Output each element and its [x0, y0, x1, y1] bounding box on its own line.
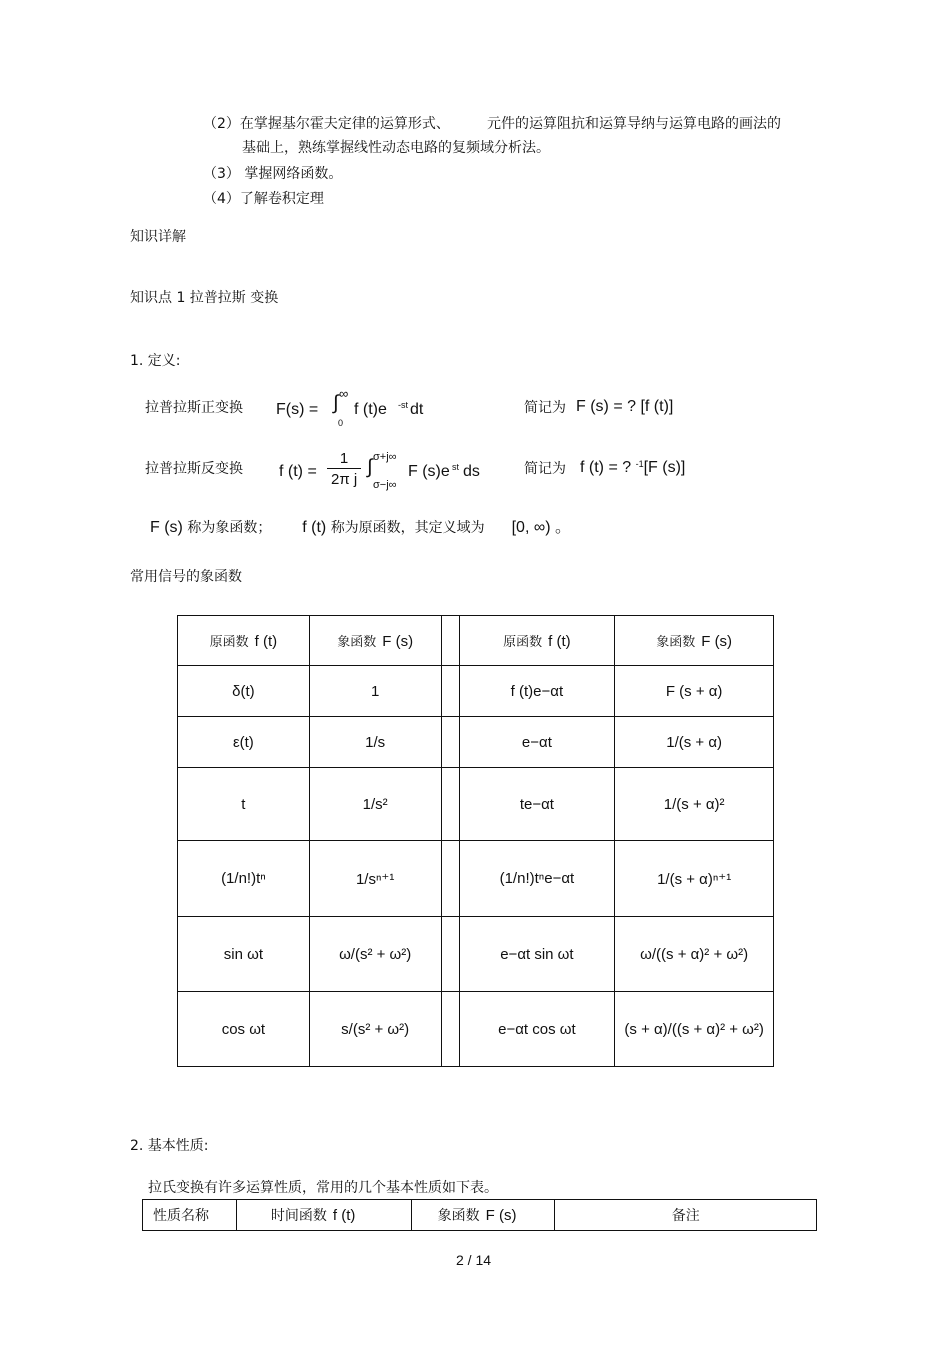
inverse-short-formula — [580, 459, 685, 477]
inverse-body: F (s)e — [408, 463, 450, 480]
domain-b: 称为象函数； — [187, 520, 272, 536]
domain-f: f (t) — [302, 519, 327, 536]
inverse-short-tail: [F (s)] — [643, 459, 686, 476]
header-cell: 备注 — [555, 1200, 817, 1231]
objective-2b: 元件的运算阻抗和运算导纳与运算电路的画法的 — [487, 116, 781, 132]
domain-e: [0, ∞) 。 — [511, 519, 572, 536]
inverse-exp: st — [452, 462, 460, 472]
header-cell: 性质名称 — [143, 1200, 237, 1231]
header-cell: 时间函数 f (t) — [236, 1200, 411, 1231]
table-header-row — [143, 1200, 817, 1231]
inverse-frac-den: 2π j — [327, 468, 361, 489]
inverse-fraction — [327, 450, 361, 489]
forward-tail: dt — [410, 401, 424, 418]
domain-F: F (s) — [150, 519, 183, 536]
cell-image: F (s + α) — [615, 666, 774, 717]
table-row — [178, 666, 774, 717]
cell-original: cos ωt — [178, 992, 310, 1067]
cell-image: 1 — [309, 666, 441, 717]
integral-sign: ∫ — [333, 392, 339, 414]
inverse-short-label: 简记为 — [524, 461, 566, 477]
objective-2a: （2）在掌握基尔霍夫定律的运算形式、 — [203, 116, 450, 132]
properties-table — [142, 1199, 817, 1231]
domain-d: 称为原函数，其定义域为 — [330, 520, 485, 536]
inverse-int-lower: σ−j∞ — [373, 479, 397, 491]
cell-original: sin ωt — [178, 917, 310, 992]
inverse-int-upper: σ+j∞ — [373, 451, 397, 463]
table1-title: 常用信号的象函数 — [130, 569, 242, 585]
forward-short-label: 简记为 — [524, 400, 566, 416]
cell-original: f (t)e−αt — [459, 666, 615, 717]
cell-image: 1/sⁿ⁺¹ — [309, 841, 441, 917]
laplace-table — [177, 615, 774, 1067]
table-row — [178, 717, 774, 768]
cell-image: 1/(s + α)² — [615, 768, 774, 841]
inverse-short-sup: -1 — [635, 459, 644, 469]
forward-int-lower: 0 — [338, 418, 344, 428]
header-cell: 原函数 f (t) — [178, 616, 310, 666]
domain-line — [150, 520, 571, 536]
cell-original: e−αt — [459, 717, 615, 768]
cell-original: ε(t) — [178, 717, 310, 768]
header-cell: 象函数 F (s) — [615, 616, 774, 666]
header-cell: 象函数 F (s) — [411, 1200, 555, 1231]
cell-original: δ(t) — [178, 666, 310, 717]
inverse-label: 拉普拉斯反变换 — [145, 461, 243, 477]
cell-image: ω/((s + α)² + ω²) — [615, 917, 774, 992]
cell-original: e−αt sin ωt — [459, 917, 615, 992]
forward-short-formula: F (s) = ? [f (t)] — [576, 398, 674, 415]
objective-3: （3） 掌握网络函数。 — [203, 166, 343, 182]
inverse-frac-num: 1 — [339, 450, 349, 467]
cell-original: (1/n!)tⁿe−αt — [459, 841, 615, 917]
forward-exp: -st — [398, 400, 408, 410]
cell-original: (1/n!)tⁿ — [178, 841, 310, 917]
cell-image: 1/s² — [309, 768, 441, 841]
inverse-short-main: f (t) = ? — [580, 459, 636, 476]
integral-sign: ∫ — [367, 456, 373, 478]
cell-image: ω/(s² + ω²) — [309, 917, 441, 992]
objective-2c: 基础上，熟练掌握线性动态电路的复频域分析法。 — [242, 140, 550, 156]
properties-intro: 拉氏变换有许多运算性质，常用的几个基本性质如下表。 — [148, 1180, 498, 1196]
header-cell: 原函数 f (t) — [459, 616, 615, 666]
table-header-row — [178, 616, 774, 666]
forward-body: f (t)e — [354, 401, 387, 418]
point-title: 知识点 1 拉普拉斯 变换 — [130, 290, 279, 306]
forward-label: 拉普拉斯正变换 — [145, 400, 243, 416]
inverse-tail: ds — [463, 463, 480, 480]
cell-image: 1/s — [309, 717, 441, 768]
forward-int-upper: ∞ — [339, 386, 349, 401]
objective-4: （4）了解卷积定理 — [203, 191, 324, 207]
inverse-lhs: f (t) = — [279, 463, 317, 480]
cell-original: te−αt — [459, 768, 615, 841]
cell-original: t — [178, 768, 310, 841]
properties-heading: 2. 基本性质: — [130, 1138, 209, 1154]
table-row — [178, 768, 774, 841]
cell-image: 1/(s + α)ⁿ⁺¹ — [615, 841, 774, 917]
cell-image: s/(s² + ω²) — [309, 992, 441, 1067]
forward-lhs: F(s) = — [276, 401, 319, 418]
definition-heading: 1. 定义: — [130, 353, 181, 369]
cell-image: (s + α)/((s + α)² + ω²) — [615, 992, 774, 1067]
cell-image: 1/(s + α) — [615, 717, 774, 768]
table-row — [178, 841, 774, 917]
header-cell: 象函数 F (s) — [309, 616, 441, 666]
gap-cell — [441, 616, 459, 666]
section-title: 知识详解 — [130, 229, 186, 245]
page-number: 2 / 14 — [456, 1252, 492, 1268]
table-row — [178, 992, 774, 1067]
table-row — [178, 917, 774, 992]
cell-original: e−αt cos ωt — [459, 992, 615, 1067]
